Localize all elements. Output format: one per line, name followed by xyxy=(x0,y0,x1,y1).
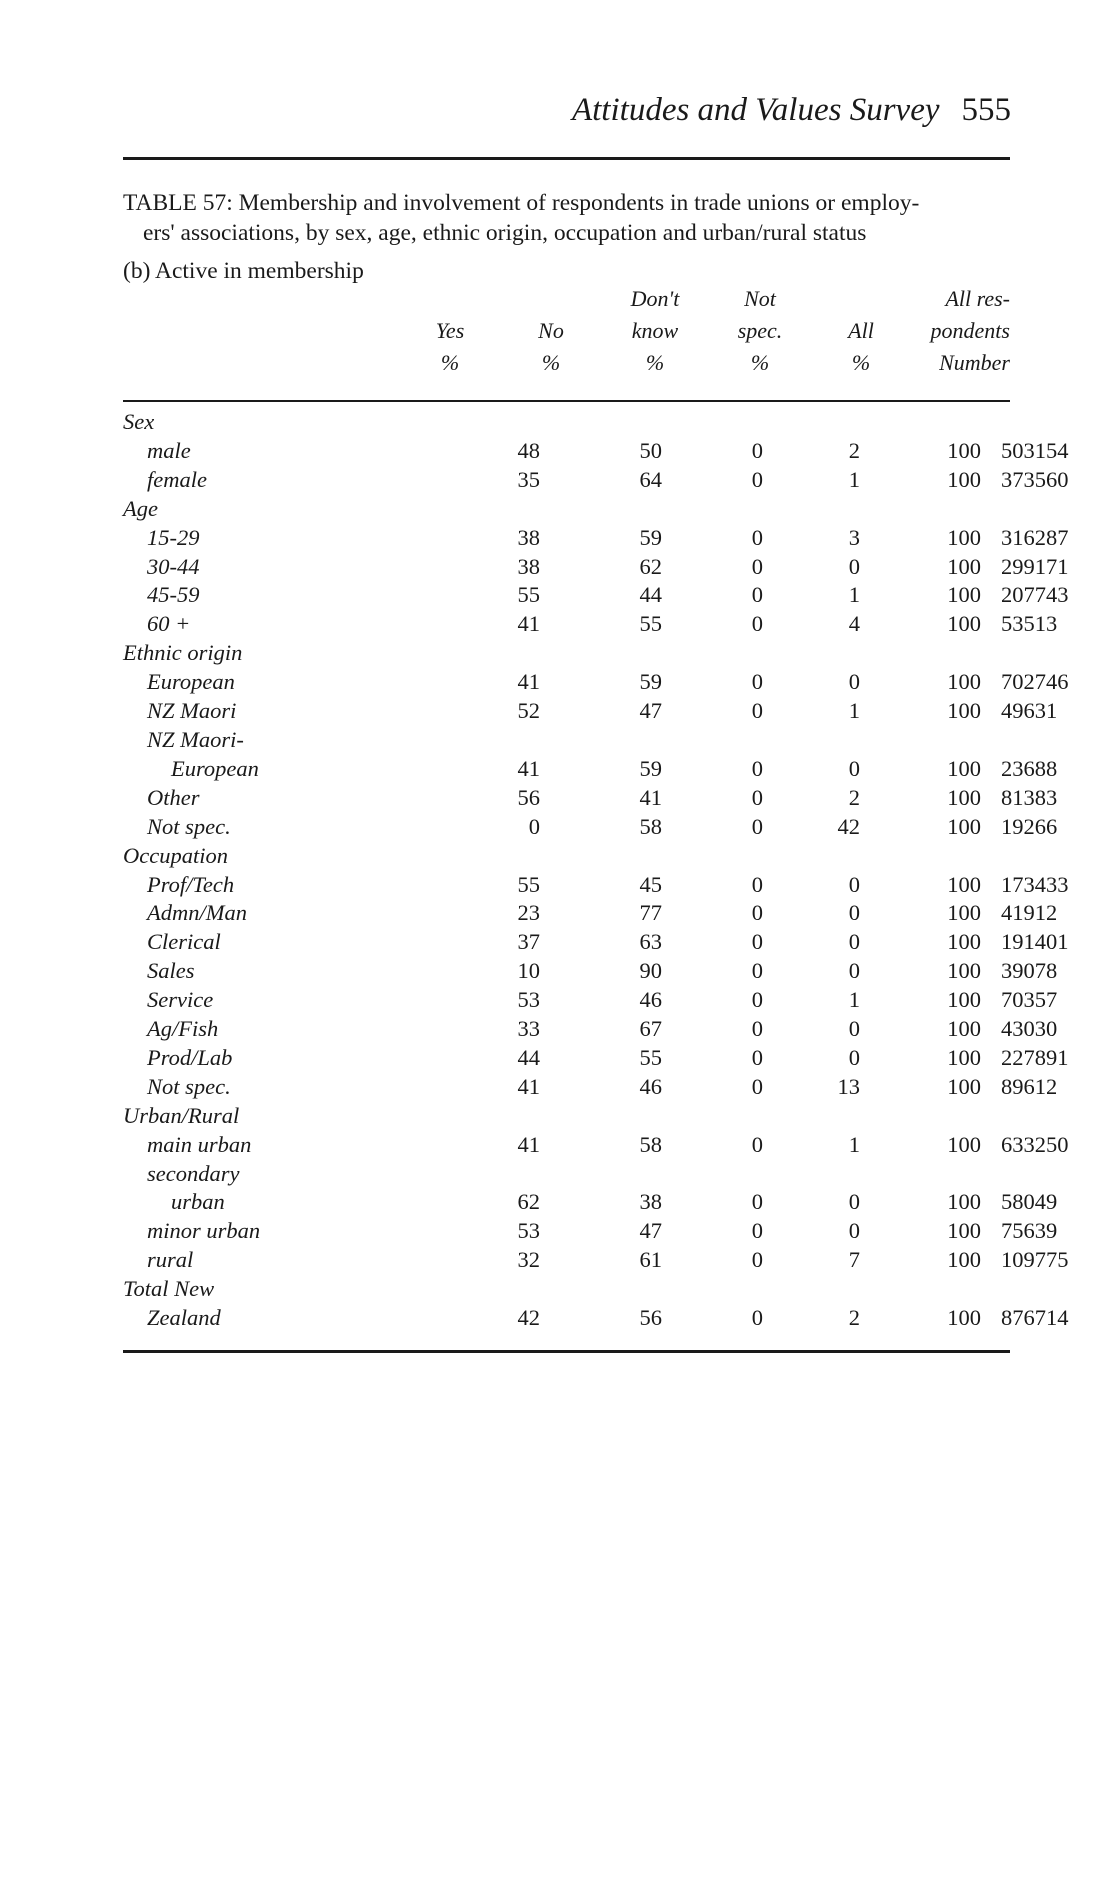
cell-number: 43030 xyxy=(1001,1016,1058,1042)
col-header-dont-know-line2: know xyxy=(631,318,679,343)
cell-all xyxy=(895,1275,1001,1304)
col-header-not-spec-line2: spec. xyxy=(737,318,783,343)
table-row xyxy=(123,1246,1010,1275)
cell-yes xyxy=(327,1275,590,1304)
cell-all: 100 xyxy=(947,958,981,984)
cell-all xyxy=(895,842,1001,871)
cell-dont-know: 0 xyxy=(751,1218,763,1244)
table-row xyxy=(123,726,1010,755)
cell-no: 38 xyxy=(639,1189,662,1215)
unit-not-spec: % xyxy=(750,350,770,375)
cell-number: 876714 xyxy=(1001,1305,1069,1331)
cell-dont-know: 0 xyxy=(751,987,763,1013)
cell-yes xyxy=(327,1102,590,1131)
cell-number: 41912 xyxy=(1001,900,1058,926)
cell-number: 109775 xyxy=(1001,1247,1069,1273)
cell-yes: 35 xyxy=(517,466,540,492)
table-row xyxy=(123,842,1010,871)
col-header-dont-know-line1: Don't xyxy=(630,286,680,311)
col-header-not-spec-line1: Not xyxy=(744,286,776,311)
cell-yes: 52 xyxy=(517,698,540,724)
table-row xyxy=(123,639,1010,668)
cell-dont-know xyxy=(692,842,793,871)
cell-not-spec: 0 xyxy=(848,1016,860,1042)
cell-number: 316287 xyxy=(1001,524,1069,550)
table-row xyxy=(123,813,1010,842)
row-label: European xyxy=(171,755,259,781)
cell-no: 46 xyxy=(639,987,662,1013)
cell-not-spec: 42 xyxy=(837,813,860,839)
cell-dont-know xyxy=(692,408,793,437)
cell-dont-know: 0 xyxy=(751,437,763,463)
cell-no: 55 xyxy=(639,1044,662,1070)
cell-no: 50 xyxy=(639,437,662,463)
cell-number: 191401 xyxy=(1001,929,1069,955)
cell-yes xyxy=(327,639,590,668)
cell-number: 702746 xyxy=(1001,669,1069,695)
cell-dont-know: 0 xyxy=(751,813,763,839)
table-subtitle: (b) Active in membership xyxy=(123,258,364,284)
cell-number xyxy=(1001,639,1010,668)
cell-all: 100 xyxy=(947,1131,981,1157)
cell-no xyxy=(590,1102,692,1131)
cell-number: 81383 xyxy=(1001,784,1058,810)
cell-number: 49631 xyxy=(1001,698,1058,724)
cell-no xyxy=(590,1160,692,1189)
running-header xyxy=(572,92,1011,129)
table-row xyxy=(123,871,1010,900)
cell-yes: 38 xyxy=(517,553,540,579)
cell-yes: 41 xyxy=(517,1131,540,1157)
cell-yes: 33 xyxy=(517,1016,540,1042)
cell-number: 53513 xyxy=(1001,611,1058,637)
cell-number: 70357 xyxy=(1001,987,1058,1013)
cell-not-spec xyxy=(793,495,895,524)
cell-number xyxy=(1001,726,1010,755)
caption-line-2: ers' associations, by sex, age, ethnic origin, occupation and urban/rural status xyxy=(143,220,867,246)
cell-number: 23688 xyxy=(1001,755,1058,781)
unit-dont-know: % xyxy=(645,350,665,375)
cell-number: 503154 xyxy=(1001,437,1069,463)
cell-all: 100 xyxy=(947,466,981,492)
row-label: Other xyxy=(147,784,200,810)
cell-all: 100 xyxy=(947,1073,981,1099)
cell-no: 47 xyxy=(639,1218,662,1244)
running-title: Attitudes and Values Survey xyxy=(571,92,940,128)
table-row xyxy=(123,1304,1010,1333)
cell-not-spec: 0 xyxy=(848,1189,860,1215)
cell-no xyxy=(590,495,692,524)
col-header-all: All xyxy=(848,318,874,343)
row-label: Not spec. xyxy=(147,813,231,839)
cell-all: 100 xyxy=(947,1189,981,1215)
cell-yes: 38 xyxy=(517,524,540,550)
table-row xyxy=(123,986,1010,1015)
row-label: NZ Maori- xyxy=(147,726,244,752)
cell-yes: 23 xyxy=(517,900,540,926)
cell-no: 90 xyxy=(639,958,662,984)
row-label: Prof/Tech xyxy=(147,871,235,897)
caption-line-1: TABLE 57: Membership and involvement of respondents in trade unions or employ- xyxy=(123,190,920,216)
cell-not-spec: 0 xyxy=(848,755,860,781)
cell-yes: 53 xyxy=(517,1218,540,1244)
cell-not-spec: 0 xyxy=(848,1044,860,1070)
table-row xyxy=(123,1102,1010,1131)
cell-number: 19266 xyxy=(1001,813,1058,839)
cell-all xyxy=(895,495,1001,524)
cell-all: 100 xyxy=(947,813,981,839)
cell-dont-know: 0 xyxy=(751,1044,763,1070)
cell-dont-know: 0 xyxy=(751,611,763,637)
table-row xyxy=(123,1073,1010,1102)
cell-not-spec xyxy=(793,1102,895,1131)
cell-not-spec xyxy=(793,408,895,437)
cell-yes: 41 xyxy=(517,1073,540,1099)
row-label: NZ Maori xyxy=(147,698,237,724)
table-row xyxy=(123,553,1010,582)
cell-no xyxy=(590,726,692,755)
cell-number xyxy=(1001,495,1010,524)
cell-not-spec: 0 xyxy=(848,669,860,695)
cell-not-spec: 2 xyxy=(848,1305,860,1331)
cell-dont-know xyxy=(692,1275,793,1304)
unit-no: % xyxy=(541,350,561,375)
cell-not-spec xyxy=(793,1275,895,1304)
cell-dont-know: 0 xyxy=(751,958,763,984)
cell-all: 100 xyxy=(947,437,981,463)
cell-no: 63 xyxy=(639,929,662,955)
bottom-rule xyxy=(123,1350,1010,1353)
row-label: minor urban xyxy=(147,1218,261,1244)
row-label: 15-29 xyxy=(147,524,200,550)
cell-yes: 48 xyxy=(517,437,540,463)
table-row xyxy=(123,1188,1010,1217)
cell-yes: 41 xyxy=(517,611,540,637)
cell-dont-know: 0 xyxy=(751,582,763,608)
cell-dont-know: 0 xyxy=(751,871,763,897)
table-row xyxy=(123,408,1010,437)
row-label: Service xyxy=(147,987,214,1013)
cell-dont-know: 0 xyxy=(751,784,763,810)
group-label: Total New xyxy=(123,1276,215,1302)
cell-yes: 41 xyxy=(517,669,540,695)
row-label: European xyxy=(147,669,235,695)
table-row xyxy=(123,755,1010,784)
cell-yes: 55 xyxy=(517,582,540,608)
cell-no: 62 xyxy=(639,553,662,579)
cell-dont-know xyxy=(692,726,793,755)
table-row xyxy=(123,1131,1010,1160)
cell-number: 173433 xyxy=(1001,871,1069,897)
group-label: Urban/Rural xyxy=(123,1102,240,1128)
cell-not-spec: 1 xyxy=(848,1131,860,1157)
unit-yes: % xyxy=(440,350,460,375)
header-rule xyxy=(123,400,1010,402)
col-header-all-respondents-line2: pondents xyxy=(930,318,1010,343)
table-row xyxy=(123,610,1010,639)
table-row xyxy=(123,524,1010,553)
cell-number: 227891 xyxy=(1001,1044,1069,1070)
cell-not-spec: 7 xyxy=(848,1247,860,1273)
cell-all: 100 xyxy=(947,1218,981,1244)
cell-number xyxy=(1001,1160,1010,1189)
cell-all: 100 xyxy=(947,1016,981,1042)
cell-not-spec: 0 xyxy=(848,553,860,579)
cell-dont-know: 0 xyxy=(751,900,763,926)
cell-no: 77 xyxy=(639,900,662,926)
cell-number: 75639 xyxy=(1001,1218,1058,1244)
table-body xyxy=(123,408,1069,1333)
cell-yes: 32 xyxy=(517,1247,540,1273)
cell-all: 100 xyxy=(947,1247,981,1273)
row-label: Clerical xyxy=(147,929,221,955)
row-label: secondary xyxy=(147,1160,240,1186)
table-row xyxy=(123,495,1010,524)
table-row xyxy=(123,437,1010,466)
cell-all: 100 xyxy=(947,1044,981,1070)
cell-yes: 37 xyxy=(517,929,540,955)
cell-not-spec: 0 xyxy=(848,929,860,955)
cell-not-spec: 0 xyxy=(848,900,860,926)
cell-dont-know xyxy=(692,639,793,668)
cell-dont-know: 0 xyxy=(751,1189,763,1215)
group-label: Ethnic origin xyxy=(123,640,243,666)
cell-all: 100 xyxy=(947,611,981,637)
top-rule xyxy=(123,157,1010,160)
cell-all xyxy=(895,726,1001,755)
cell-dont-know: 0 xyxy=(751,755,763,781)
cell-all: 100 xyxy=(947,987,981,1013)
cell-not-spec xyxy=(793,1160,895,1189)
table-row xyxy=(123,581,1010,610)
cell-not-spec xyxy=(793,639,895,668)
cell-dont-know: 0 xyxy=(751,553,763,579)
cell-all: 100 xyxy=(947,553,981,579)
cell-all: 100 xyxy=(947,929,981,955)
table-row xyxy=(123,1275,1010,1304)
table-row xyxy=(123,466,1010,495)
cell-dont-know xyxy=(692,1160,793,1189)
cell-yes: 53 xyxy=(517,987,540,1013)
cell-no: 45 xyxy=(639,871,662,897)
group-label: Sex xyxy=(123,409,155,434)
cell-yes: 44 xyxy=(517,1044,540,1070)
cell-all: 100 xyxy=(947,755,981,781)
cell-number xyxy=(1001,1102,1010,1131)
cell-dont-know: 0 xyxy=(751,669,763,695)
cell-all: 100 xyxy=(947,871,981,897)
cell-not-spec: 13 xyxy=(837,1073,860,1099)
cell-dont-know: 0 xyxy=(751,466,763,492)
row-label: 45-59 xyxy=(147,582,200,608)
cell-number: 207743 xyxy=(1001,582,1069,608)
group-label: Occupation xyxy=(123,842,228,868)
cell-no: 59 xyxy=(639,524,662,550)
cell-not-spec: 3 xyxy=(848,524,860,550)
table-row xyxy=(123,697,1010,726)
cell-not-spec: 0 xyxy=(848,958,860,984)
cell-all: 100 xyxy=(947,582,981,608)
row-label: rural xyxy=(147,1247,194,1273)
cell-no xyxy=(590,639,692,668)
row-label: Zealand xyxy=(147,1305,221,1331)
unit-number: Number xyxy=(939,350,1010,375)
cell-number: 633250 xyxy=(1001,1131,1069,1157)
row-label: female xyxy=(147,466,207,492)
cell-no: 67 xyxy=(639,1016,662,1042)
cell-not-spec: 2 xyxy=(848,784,860,810)
cell-yes xyxy=(327,408,590,437)
cell-number xyxy=(1001,408,1010,437)
table-row xyxy=(123,957,1010,986)
cell-dont-know: 0 xyxy=(751,1131,763,1157)
row-label: Ag/Fish xyxy=(147,1016,219,1042)
col-header-all-respondents-line1: All res- xyxy=(945,286,1010,311)
cell-dont-know: 0 xyxy=(751,1305,763,1331)
cell-not-spec: 1 xyxy=(848,582,860,608)
table-row xyxy=(123,668,1010,697)
table-row xyxy=(123,1217,1010,1246)
cell-no: 59 xyxy=(639,755,662,781)
cell-all xyxy=(895,639,1001,668)
cell-no: 55 xyxy=(639,611,662,637)
cell-not-spec: 1 xyxy=(848,698,860,724)
cell-yes: 42 xyxy=(517,1305,540,1331)
cell-dont-know xyxy=(692,1102,793,1131)
cell-number: 373560 xyxy=(1001,466,1069,492)
row-label: Not spec. xyxy=(147,1073,231,1099)
cell-yes: 62 xyxy=(517,1189,540,1215)
row-label: Sales xyxy=(147,958,195,984)
cell-not-spec: 1 xyxy=(848,987,860,1013)
group-label: Age xyxy=(123,495,158,521)
cell-all: 100 xyxy=(947,524,981,550)
cell-dont-know xyxy=(692,495,793,524)
cell-number: 39078 xyxy=(1001,958,1058,984)
cell-all xyxy=(895,408,1001,437)
col-header-yes: Yes xyxy=(435,318,465,343)
cell-all: 100 xyxy=(947,900,981,926)
row-label: 60 + xyxy=(147,611,191,637)
cell-no: 59 xyxy=(639,669,662,695)
cell-no: 58 xyxy=(639,1131,662,1157)
row-label: main urban xyxy=(147,1131,252,1157)
col-header-no: No xyxy=(538,318,564,343)
row-label: male xyxy=(147,437,191,463)
cell-not-spec: 2 xyxy=(848,437,860,463)
cell-dont-know: 0 xyxy=(751,1073,763,1099)
cell-number: 89612 xyxy=(1001,1073,1058,1099)
data-table xyxy=(123,408,1069,1333)
cell-no xyxy=(590,842,692,871)
cell-yes xyxy=(327,726,590,755)
table-row xyxy=(123,899,1010,928)
cell-yes: 41 xyxy=(517,755,540,781)
cell-no: 47 xyxy=(639,698,662,724)
cell-not-spec: 0 xyxy=(848,871,860,897)
cell-all: 100 xyxy=(947,698,981,724)
cell-not-spec: 1 xyxy=(848,466,860,492)
cell-not-spec: 0 xyxy=(848,1218,860,1244)
cell-number: 299171 xyxy=(1001,553,1069,579)
cell-no: 58 xyxy=(639,813,662,839)
cell-no: 46 xyxy=(639,1073,662,1099)
table-row xyxy=(123,1160,1010,1189)
cell-yes xyxy=(327,495,590,524)
table-row xyxy=(123,928,1010,957)
table-row xyxy=(123,1015,1010,1044)
cell-dont-know: 0 xyxy=(751,1016,763,1042)
cell-not-spec: 4 xyxy=(848,611,860,637)
cell-dont-know: 0 xyxy=(751,929,763,955)
table-caption xyxy=(123,188,1010,248)
cell-all: 100 xyxy=(947,669,981,695)
page-number: 555 xyxy=(961,92,1011,128)
cell-number xyxy=(1001,842,1010,871)
cell-not-spec xyxy=(793,842,895,871)
cell-yes: 0 xyxy=(528,813,540,839)
cell-all: 100 xyxy=(947,784,981,810)
cell-no: 61 xyxy=(639,1247,662,1273)
row-label: Admn/Man xyxy=(147,900,247,926)
unit-all: % xyxy=(851,350,871,375)
row-label: Prod/Lab xyxy=(147,1044,233,1070)
cell-number xyxy=(1001,1275,1010,1304)
cell-yes: 10 xyxy=(517,958,540,984)
cell-yes: 56 xyxy=(517,784,540,810)
cell-all: 100 xyxy=(947,1305,981,1331)
table-row xyxy=(123,784,1010,813)
cell-no: 41 xyxy=(639,784,662,810)
cell-all xyxy=(895,1102,1001,1131)
cell-all xyxy=(895,1160,1001,1189)
cell-yes xyxy=(327,1160,590,1189)
cell-dont-know: 0 xyxy=(751,698,763,724)
cell-dont-know: 0 xyxy=(751,524,763,550)
table-row xyxy=(123,1044,1010,1073)
cell-no: 56 xyxy=(639,1305,662,1331)
cell-no: 64 xyxy=(639,466,662,492)
cell-number: 58049 xyxy=(1001,1189,1058,1215)
cell-yes xyxy=(327,842,590,871)
cell-not-spec xyxy=(793,726,895,755)
cell-no xyxy=(590,408,692,437)
cell-yes: 55 xyxy=(517,871,540,897)
row-label: 30-44 xyxy=(147,553,200,579)
cell-dont-know: 0 xyxy=(751,1247,763,1273)
cell-no: 44 xyxy=(639,582,662,608)
cell-no xyxy=(590,1275,692,1304)
row-label: urban xyxy=(171,1189,225,1215)
